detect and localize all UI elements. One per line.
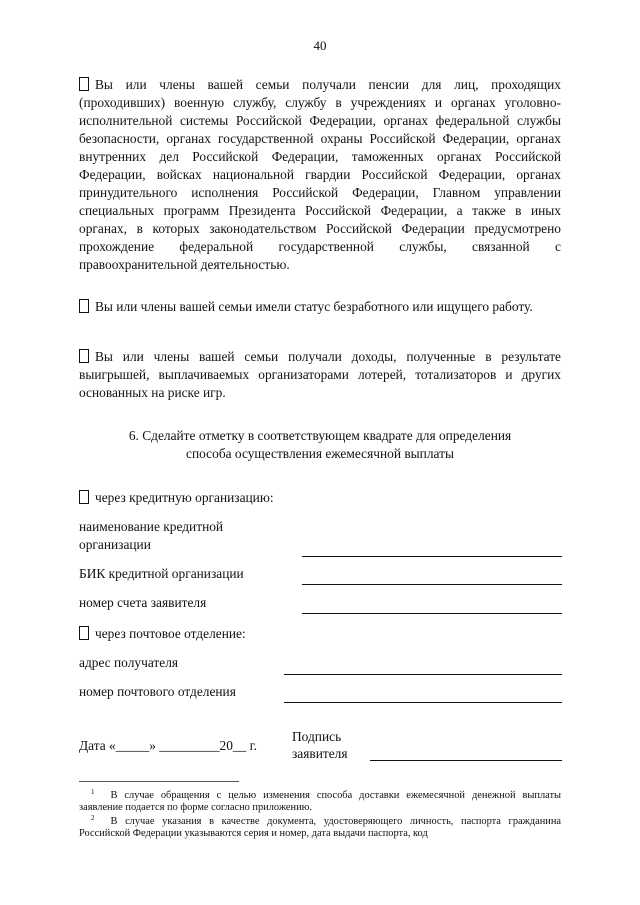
bank-checkbox[interactable] bbox=[79, 490, 89, 504]
lottery-checkbox[interactable] bbox=[79, 349, 89, 363]
section-heading bbox=[79, 427, 561, 463]
signature-label-line2: заявителя bbox=[292, 746, 348, 761]
account-field[interactable] bbox=[302, 613, 562, 614]
bank-option bbox=[79, 489, 274, 507]
post-office-field[interactable] bbox=[284, 702, 562, 703]
paragraph-pension-text: Вы или члены вашей семьи получали пенсии для лиц, проходящих (проходивших) военную службу, службу в учреждениях и органах уголовно-исполнительной системы Российской Федерации, органах федеральной службы безопасности, органах государственной охраны Российской Федерации, органах внутренних дел Российской Федерации, таможенных органах Российской Федерации, войсках национальной гвардии Российской Федерации, органах принудительного исполнения Российской Федерации, Главном управлении специальных программ Президента Российской Федерации, а также в иных органах, в которых законодательством Российской Федерации предусмотрено прохождение федеральной государственной службы, связанной с правоохранительной деятельностью. bbox=[79, 77, 561, 272]
section-heading-line2: способа осуществления ежемесячной выплаты bbox=[186, 446, 454, 461]
bank-name-label-line1: наименование кредитной bbox=[79, 519, 224, 534]
footnote-1-mark: 1 bbox=[91, 788, 95, 796]
bik-label: БИК кредитной организации bbox=[79, 566, 244, 581]
footnote-2-mark: 2 bbox=[91, 814, 95, 822]
footnote-1-text: В случае обращения с целью изменения способа доставки ежемесячной денежной выплаты заявление подается по форме согласно приложению. bbox=[79, 790, 561, 813]
bank-name-field[interactable] bbox=[302, 556, 562, 557]
pension-checkbox[interactable] bbox=[79, 77, 89, 91]
paragraph-lottery-text: Вы или члены вашей семьи получали доходы, полученные в результате выигрышей, выплачиваемых организаторами лотерей, тотализаторов и других основанных на риске игр. bbox=[79, 349, 561, 400]
footnote-2 bbox=[79, 812, 561, 840]
account-label: номер счета заявителя bbox=[79, 595, 207, 610]
post-office-label: номер почтового отделения bbox=[79, 684, 236, 699]
post-option-label: через почтовое отделение: bbox=[95, 626, 246, 641]
paragraph-lottery bbox=[79, 348, 561, 402]
bank-option-label: через кредитную организацию: bbox=[95, 490, 274, 505]
address-field[interactable] bbox=[284, 674, 562, 675]
date-field[interactable]: Дата «_____» _________20__ г. bbox=[79, 738, 257, 753]
page-number: 40 bbox=[313, 38, 327, 53]
paragraph-unemployed-text: Вы или члены вашей семьи имели статус безработного или ищущего работу. bbox=[95, 299, 533, 314]
footnote-divider bbox=[79, 781, 239, 782]
signature-label bbox=[292, 728, 348, 762]
signature-label-line1: Подпись bbox=[292, 729, 342, 744]
signature-field[interactable] bbox=[370, 760, 562, 761]
unemployed-checkbox[interactable] bbox=[79, 299, 89, 313]
post-checkbox[interactable] bbox=[79, 626, 89, 640]
post-option bbox=[79, 625, 246, 643]
bank-name-label-line2: организации bbox=[79, 537, 151, 552]
footnote-2-text: В случае указания в качестве документа, удостоверяющего личность, паспорта гражданина Российской Федерации указываются серия и номер, дата выдачи паспорта, код bbox=[79, 816, 561, 839]
paragraph-pension bbox=[79, 76, 561, 274]
bank-name-label bbox=[79, 518, 223, 554]
paragraph-unemployed bbox=[79, 298, 561, 316]
bik-field[interactable] bbox=[302, 584, 562, 585]
section-heading-line1: 6. Сделайте отметку в соответствующем квадрате для определения bbox=[128, 428, 512, 443]
footnote-1 bbox=[79, 786, 561, 814]
address-label: адрес получателя bbox=[79, 655, 179, 670]
